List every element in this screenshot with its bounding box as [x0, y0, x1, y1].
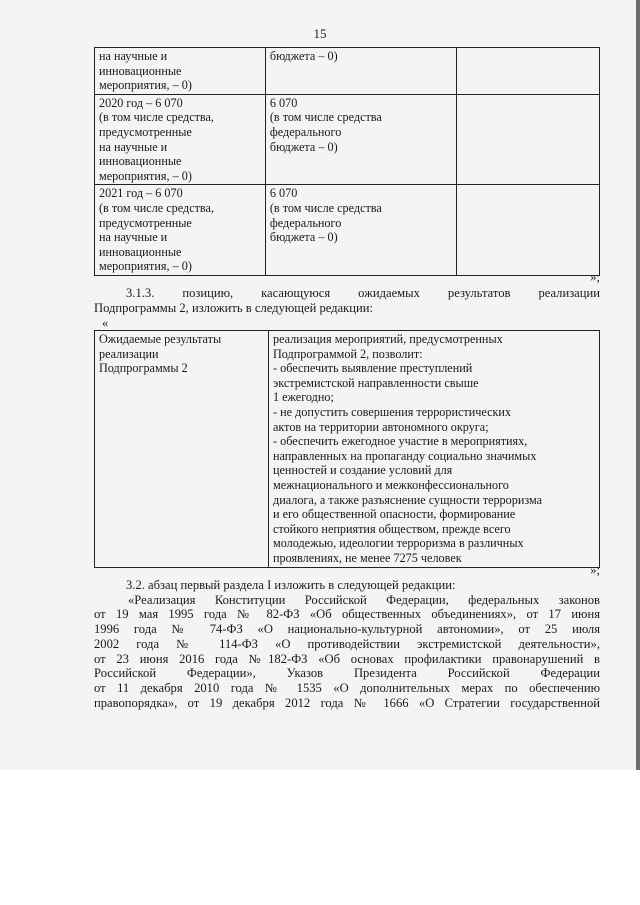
cell-line: мероприятия, – 0): [99, 78, 192, 93]
cell-line: бюджета – 0): [269, 49, 338, 63]
page-number: 15: [313, 26, 327, 41]
cell-line: мероприятия, – 0): [99, 168, 192, 183]
paragraph-line: Российской Федерации», Указов Президента Российской Федерации: [94, 666, 600, 681]
paragraph-line: правопорядка», от 19 декабря 2012 года № 1666 «О Стратегии государственной: [94, 695, 600, 710]
table-cell-empty: [457, 94, 600, 185]
table-cell: [265, 48, 456, 95]
paragraph-line: от 11 декабря 2010 года № 1535 «О дополнительных мерах по обеспечению: [94, 680, 600, 695]
cell-line: 2020 год – 6 070: [99, 95, 183, 110]
cell-line: диалога, а также разъяснение сущности терроризма: [273, 492, 543, 507]
cell-line: бюджета – 0): [269, 230, 338, 245]
table-cell: [95, 48, 266, 95]
paragraph-line: от 23 июня 2016 года №182-ФЗ «Об основах профилактики правонарушений в: [94, 651, 600, 666]
expected-results-table: [94, 330, 600, 568]
cell-line: реализация мероприятий, предусмотренных: [273, 332, 503, 346]
cell-line: - обеспечить ежегодное участие в мероприятиях,: [273, 434, 528, 449]
table-cell: [95, 185, 266, 276]
cell-line: инновационные: [99, 244, 182, 259]
funding-table: [94, 47, 600, 276]
cell-line: Подпрограммой 2, позволит:: [273, 346, 423, 361]
table-row: [95, 185, 600, 276]
paragraph-line: 2002 года № 114-ФЗ «О противодействии экстремистской деятельности»,: [94, 636, 600, 651]
cell-line: инновационные: [99, 154, 182, 169]
table-row: [95, 331, 600, 568]
cell-line: проявлениях, не менее 7275 человек: [273, 550, 462, 565]
cell-line: (в том числе средства: [269, 200, 382, 215]
table-row: [95, 94, 600, 185]
cell-line: инновационные: [99, 63, 182, 78]
item-3-1-3-paragraph: [94, 286, 600, 315]
paragraph-line: «Реализация Конституции Российской Федерации, федеральных законов: [128, 592, 600, 607]
item-3-2-paragraph: [94, 578, 600, 710]
table-row: [95, 48, 600, 95]
cell-line: на научные и: [99, 139, 168, 154]
paragraph-line: от 19 мая 1995 года № 82-ФЗ «Об общественных объединениях», от 17 июня: [94, 607, 600, 622]
cell-line: ценностей и создание условий для: [273, 463, 453, 478]
cell-line: на научные и: [99, 49, 168, 63]
cell-line: 6 070: [269, 186, 298, 201]
table-cell: [95, 331, 269, 568]
closing-quote-mark: »;: [590, 563, 600, 577]
cell-line: экстремистской направленности свыше: [273, 375, 479, 390]
opening-quote-mark: «: [102, 316, 109, 330]
cell-line: Ожидаемые результаты: [99, 332, 222, 346]
table-cell: [95, 94, 266, 185]
cell-line: предусмотренные: [99, 124, 192, 139]
cell-line: (в том числе средства,: [99, 200, 214, 215]
table-cell: [265, 94, 456, 185]
cell-line: - обеспечить выявление преступлений: [273, 361, 473, 376]
cell-line: федерального: [269, 215, 342, 230]
table-cell-empty: [457, 48, 600, 95]
cell-line: стойкого неприятия обществом, прежде всего: [273, 521, 511, 536]
cell-line: бюджета – 0): [269, 139, 338, 154]
cell-line: предусмотренные: [99, 215, 192, 230]
cell-line: направленных на пропаганду социально значимых: [273, 448, 537, 463]
cell-line: 2021 год – 6 070: [99, 186, 183, 201]
cell-line: Подпрограммы 2: [99, 361, 188, 376]
cell-line: на научные и: [99, 230, 168, 245]
cell-line: реализации: [99, 346, 159, 361]
paragraph-line: 3.1.3. позицию, касающуюся ожидаемых результатов реализации: [126, 286, 600, 300]
table-cell-empty: [457, 185, 600, 276]
cell-line: и его общественной опасности, формирование: [273, 507, 516, 522]
cell-line: федерального: [269, 124, 342, 139]
paragraph-line: 1996 года № 74-ФЗ «О национально-культурной автономии», от 25 июля: [94, 622, 600, 637]
cell-line: - не допустить совершения террористических: [273, 404, 512, 419]
cell-line: молодежью, идеологии терроризма в различных: [273, 536, 524, 551]
cell-line: 1 ежегодно;: [273, 390, 334, 405]
cell-line: актов на территории автономного округа;: [273, 419, 489, 434]
table-cell: [269, 331, 600, 568]
cell-line: межнационального и межконфессионального: [273, 477, 509, 492]
paragraph-line: Подпрограммы 2, изложить в следующей редакции:: [94, 300, 374, 315]
cell-line: 6 070: [269, 95, 298, 110]
cell-line: мероприятия, – 0): [99, 259, 192, 274]
closing-quote-mark: »;: [590, 270, 600, 284]
cell-line: (в том числе средства: [269, 110, 382, 125]
table-cell: [265, 185, 456, 276]
cell-line: (в том числе средства,: [99, 110, 214, 125]
paragraph-heading: 3.2. абзац первый раздела I изложить в следующей редакции:: [126, 578, 456, 592]
